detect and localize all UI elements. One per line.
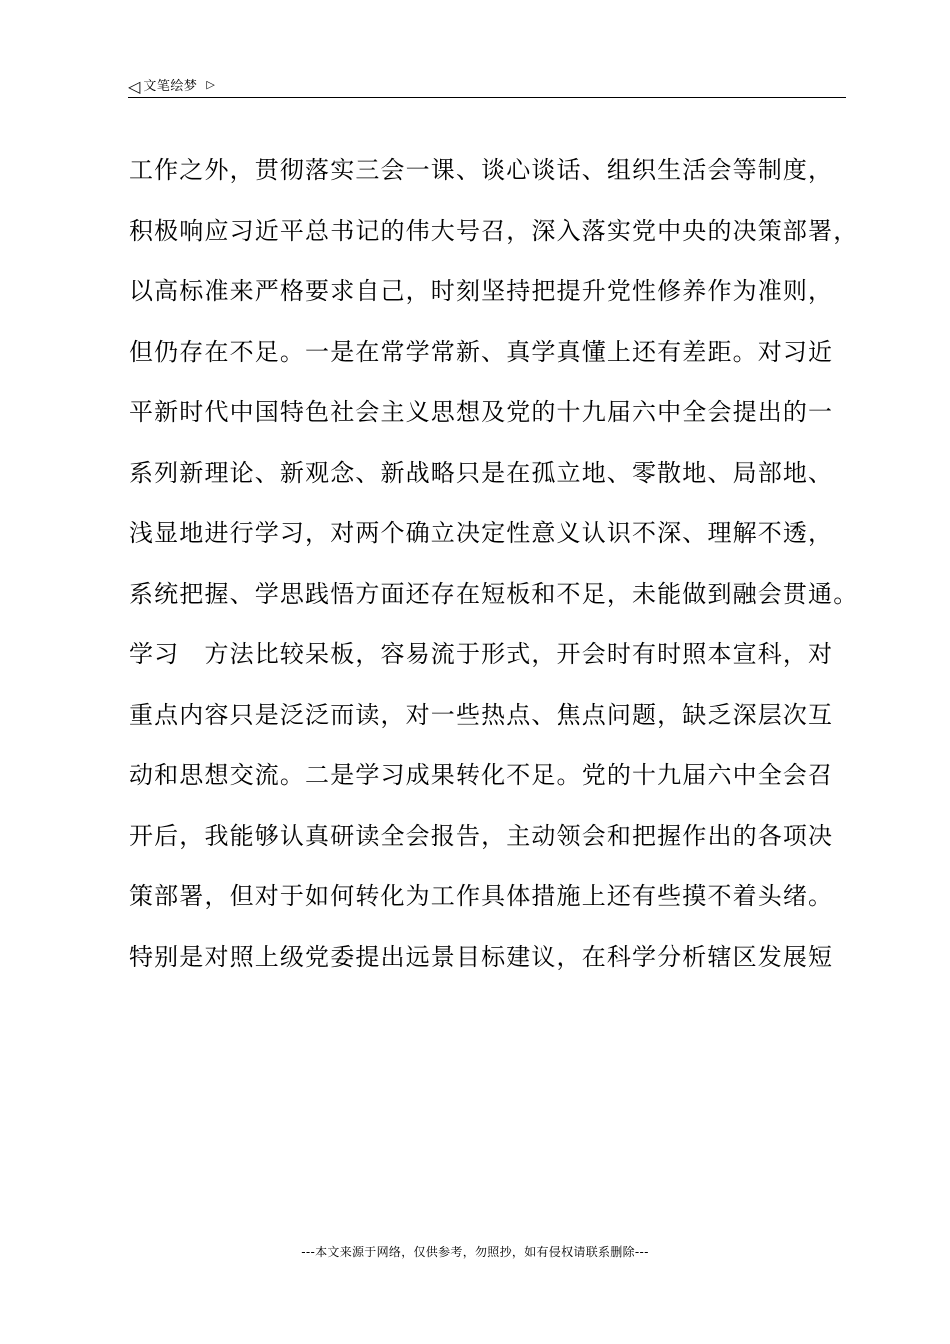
body-line: 特别是对照上级党委提出远景目标建议，在科学分析辖区发展短 [129, 942, 834, 971]
body-line: 策部署，但对于如何转化为工作具体措施上还有些摸不着头绪。 [129, 882, 834, 910]
body-line: 积极响应习近平总书记的伟大号召，深入落实党中央的决策部署， [129, 216, 859, 245]
body-line: 以高标准来严格要求自己，时刻坚持把提升党性修养作为准则， [129, 277, 834, 305]
header-title: 文笔绘梦 [143, 79, 198, 94]
body-line: 开后，我能够认真研读全会报告，主动领会和把握作出的各项决 [129, 821, 834, 850]
body-line: 重点内容只是泛泛而读，对一些热点、焦点问题，缺乏深层次互 [129, 700, 834, 729]
right-triangle-icon: ▷ [206, 77, 215, 91]
body-line: 系统把握、学思践悟方面还存在短板和不足，未能做到融会贯通。 [129, 579, 859, 608]
footer-disclaimer: ---本文来源于网络，仅供参考，勿照抄，如有侵权请联系删除--- [301, 1245, 649, 1259]
page-header [128, 76, 846, 98]
body-lines [129, 140, 859, 987]
left-triangle-icon: ◁ [128, 77, 141, 96]
body-line: 系列新理论、新观念、新战略只是在孤立地、零散地、局部地、 [129, 458, 834, 487]
body-line: 平新时代中国特色社会主义思想及党的十九届六中全会提出的一 [129, 398, 834, 426]
body-text [129, 156, 859, 1017]
header-divider [128, 97, 846, 98]
body-line: 学习 方法比较呆板，容易流于形式，开会时有时照本宣科，对 [129, 640, 834, 668]
body-line: 但仍存在不足。一是在常学常新、真学真懂上还有差距。对习近 [129, 337, 834, 366]
body-line: 动和思想交流。二是学习成果转化不足。党的十九届六中全会召 [129, 761, 834, 789]
body-line: 工作之外，贯彻落实三会一课、谈心谈话、组织生活会等制度， [129, 156, 834, 184]
body-line: 浅显地进行学习，对两个确立决定性意义认识不深、理解不透， [129, 519, 834, 547]
